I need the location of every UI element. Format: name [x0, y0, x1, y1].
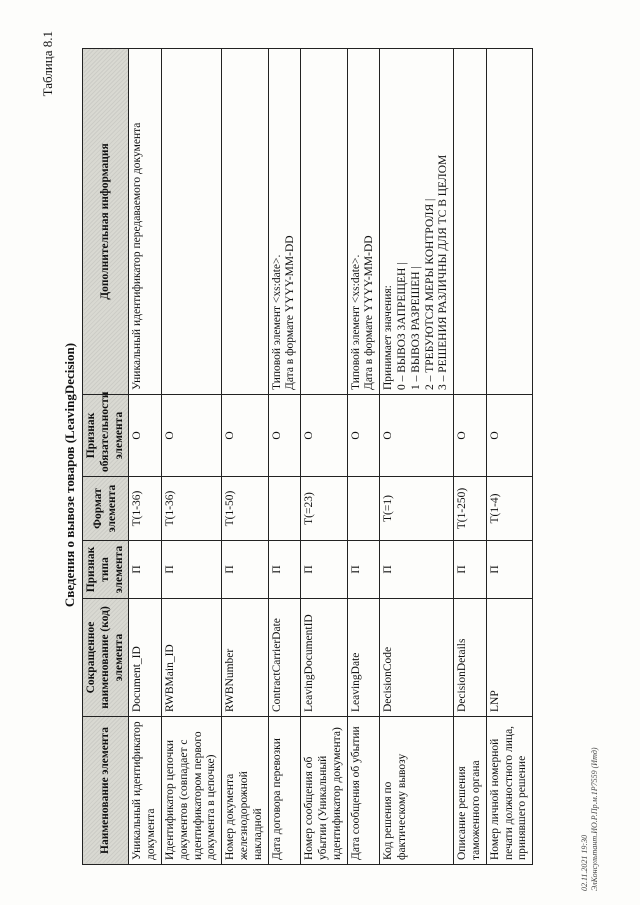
cell-element-code: Document_ID [129, 599, 162, 717]
cell-element-required: О [222, 395, 268, 477]
cell-element-name: Номер сообщения об убытии (Уникальный идентификатор документа) [301, 717, 347, 865]
cell-element-code: RWBMain_ID [161, 599, 221, 717]
header-element-type: Признак типа элемента [83, 541, 129, 599]
cell-element-code: ContractCarrierDate [268, 599, 301, 717]
cell-element-name: Идентификатор цепочки документов (совпадает с идентификатором первого документа в цепочке) [161, 717, 221, 865]
table-row [161, 49, 221, 865]
cell-element-type: П [347, 541, 380, 599]
cell-element-format [347, 477, 380, 541]
info-line: 2 – ТРЕБУЮТСЯ МЕРЫ КОНТРОЛЯ | [423, 198, 436, 390]
cell-element-name: Номер личной номерной печати должностного лица, принявшего решение [486, 717, 532, 865]
cell-element-name: Код решения по фактическому вывозу [380, 717, 454, 865]
info-line: Типовой элемент <xs:date>. [270, 254, 283, 390]
cell-element-format [268, 477, 301, 541]
cell-element-type: П [268, 541, 301, 599]
table-row [222, 49, 268, 865]
cell-element-name: Уникальный идентификатор документа [129, 717, 162, 865]
cell-element-type: П [486, 541, 532, 599]
cell-element-format: T(1-4) [486, 477, 532, 541]
info-line: Уникальный идентификатор передаваемого документа [131, 122, 144, 390]
rotated-sheet [40, 25, 600, 895]
header-element-name: Наименование элемента [83, 717, 129, 865]
header-element-required: Признак обязательности элемента [83, 395, 129, 477]
elements-table [82, 48, 533, 865]
cell-additional-info [222, 49, 268, 395]
cell-additional-info [347, 49, 380, 395]
cell-element-required: О [454, 395, 487, 477]
table-row [454, 49, 487, 865]
cell-element-required: О [268, 395, 301, 477]
cell-element-required: О [486, 395, 532, 477]
cell-element-type: П [454, 541, 487, 599]
cell-element-type: П [380, 541, 454, 599]
cell-element-format: T(1-250) [454, 477, 487, 541]
cell-element-code: LeavingDate [347, 599, 380, 717]
cell-element-format: T(1-36) [129, 477, 162, 541]
header-element-format: Формат элемента [83, 477, 129, 541]
cell-element-type: П [301, 541, 347, 599]
footer-source: ЭлКонсультант.ИО.Р.Пр.м.1Р7559 (Итд) [589, 747, 599, 891]
cell-element-format: T(=1) [380, 477, 454, 541]
cell-element-code: LNP [486, 599, 532, 717]
cell-element-format: T(1-36) [161, 477, 221, 541]
cell-element-type: П [222, 541, 268, 599]
info-line: Дата в формате YYYY-MM-DD [363, 235, 376, 390]
cell-element-format: T(1-50) [222, 477, 268, 541]
cell-element-code: RWBNumber [222, 599, 268, 717]
cell-element-name: Дата сообщения об убытии [347, 717, 380, 865]
print-footer [580, 747, 599, 891]
cell-element-code: LeavingDocumentID [301, 599, 347, 717]
header-element-code: Сокращенное наименование (код) элемента [83, 599, 129, 717]
cell-element-required: О [347, 395, 380, 477]
info-line: Принимает значения: [382, 285, 395, 390]
info-line: 0 – ВЫВОЗ ЗАПРЕЩЕН | [395, 262, 408, 390]
table-header-row [83, 49, 129, 865]
cell-element-required: О [380, 395, 454, 477]
info-line: 1 – ВЫВОЗ РАЗРЕШЕН | [409, 266, 422, 390]
table-row [129, 49, 162, 865]
cell-additional-info [454, 49, 487, 395]
table-row [486, 49, 532, 865]
cell-additional-info [161, 49, 221, 395]
cell-element-name: Номер документа железнодорожной накладной [222, 717, 268, 865]
cell-element-code: DecisionCode [380, 599, 454, 717]
cell-element-name: Дата договора перевозки [268, 717, 301, 865]
cell-additional-info [268, 49, 301, 395]
cell-additional-info [380, 49, 454, 395]
cell-element-format: T(=23) [301, 477, 347, 541]
info-line: 3 – РЕШЕНИЯ РАЗЛИЧНЫ ДЛЯ ТС В ЦЕЛОМ [437, 154, 450, 390]
table-caption: Таблица 8.1 [40, 31, 55, 97]
cell-additional-info [301, 49, 347, 395]
table-row [347, 49, 380, 865]
table-title: Сведения о вывозе товаров (LeavingDecision) [62, 342, 77, 608]
cell-element-required: О [161, 395, 221, 477]
info-line: Дата в формате YYYY-MM-DD [284, 235, 297, 390]
table-row [268, 49, 301, 865]
cell-element-name: Описание решения таможенного органа [454, 717, 487, 865]
info-line: Типовой элемент <xs:date>. [349, 254, 362, 390]
cell-additional-info [486, 49, 532, 395]
header-additional-info: Дополнительная информация [83, 49, 129, 395]
footer-timestamp: 02.11.2021 19:30 [580, 834, 589, 891]
cell-element-type: П [129, 541, 162, 599]
cell-element-code: DecisionDetails [454, 599, 487, 717]
cell-element-type: П [161, 541, 221, 599]
cell-element-required: О [129, 395, 162, 477]
cell-additional-info [129, 49, 162, 395]
table-row [380, 49, 454, 865]
cell-element-required: О [301, 395, 347, 477]
table-row [301, 49, 347, 865]
